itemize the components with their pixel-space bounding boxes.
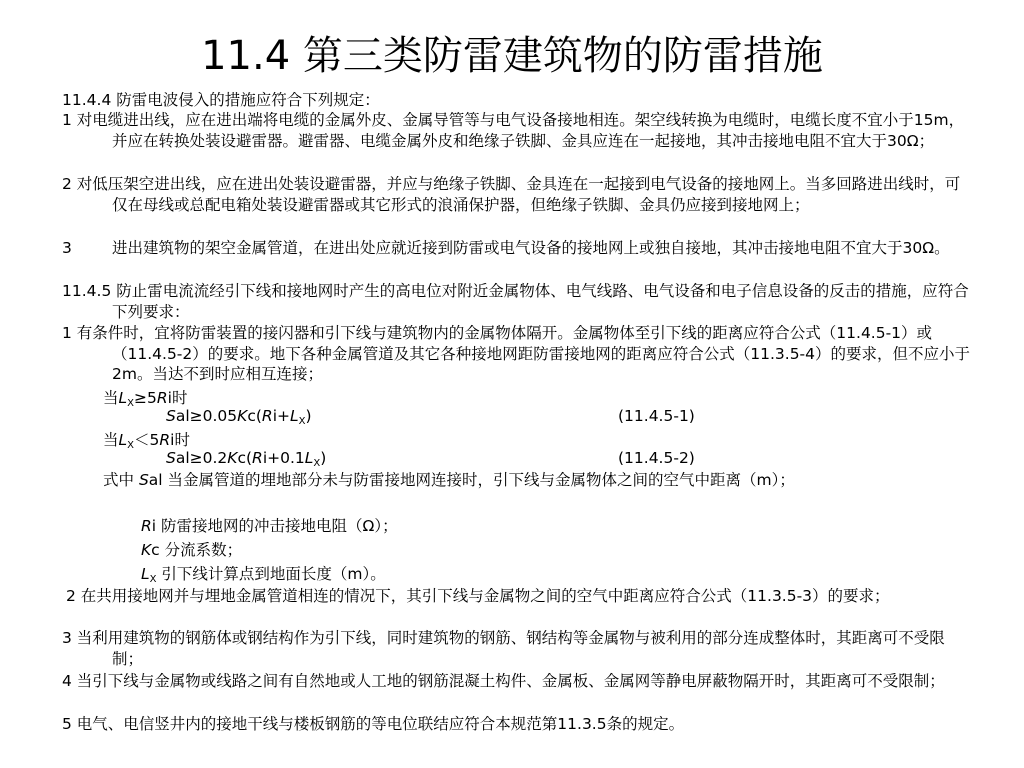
sub-X: X <box>149 574 157 585</box>
paragraph-text: 1 对电缆进出线，应在进出端将电缆的金属外皮、金属导管等与电气设备接地相连。架空线转换为电缆时，电缆长度不宜小于15m，并应在转换处装设避雷器。避雷器、电缆金属外皮和绝缘子铁脚、金具应连在一起接地，其冲击接地电阻不宜大于30Ω； <box>62 111 965 150</box>
var-S: S <box>166 407 176 425</box>
item-number: 3 <box>62 239 72 257</box>
eq-text: ) <box>320 449 327 467</box>
section-heading-11-4-4: 11.4.4 防雷电波侵入的措施应符合下列规定： <box>62 91 380 109</box>
eq-text: al≥0.2 <box>175 449 228 467</box>
var-L: L <box>118 431 128 449</box>
eq-text: ) <box>305 407 312 425</box>
paragraph-1145-item3 <box>62 628 972 669</box>
where-desc: 当金属管道的埋地部分未与防雷接地网连接时，引下线与金属物体之间的空气中距离（m）； <box>162 471 795 489</box>
sub-X: X <box>298 416 306 427</box>
paragraph-text: 1 有条件时，宜将防雷装置的接闪器和引下线与建筑物内的金属物体隔开。金属物体至引下线的距离应符合公式（11.4.5-1）或（11.4.5-2）的要求。地下各种金属管道及其它各种接地网距防雷接地网的距离应符合公式（11.3.5-4）的要求，但不应小于2m。当达不到时应相互连接； <box>62 324 971 383</box>
paragraph-text: 3 当利用建筑物的钢筋体或钢结构作为引下线，同时建筑物的钢筋、钢结构等金属物与被利用的部分连成整体时，其距离可不受限制； <box>62 629 945 668</box>
condition-1 <box>103 386 187 409</box>
where-desc: 防雷接地网的冲击接地电阻（Ω）； <box>156 517 398 535</box>
var-R: R <box>141 517 152 535</box>
equation-2 <box>166 449 326 469</box>
var-L: L <box>289 407 299 425</box>
paragraph-text: 11.4.5 防止雷电流流经引下线和接地网时产生的高电位对附近金属物体、电气线路、电气设备和电子信息设备的反击的措施，应符合下列要求： <box>62 282 969 321</box>
var-K: K <box>227 449 238 467</box>
cond-text: 当 <box>103 431 119 449</box>
var-sub: i <box>151 517 157 535</box>
where-clause-L <box>141 562 386 585</box>
eq-text: i+ <box>272 407 290 425</box>
var-R: R <box>252 449 263 467</box>
var-K: K <box>237 407 248 425</box>
var-L: L <box>304 449 314 467</box>
var-L: L <box>118 389 128 407</box>
var-R: R <box>159 431 171 449</box>
sub-X: X <box>127 398 135 409</box>
where-clause-K <box>141 538 242 560</box>
paragraph-text: 4 当引下线与金属物或线路之间有自然地或人工地的钢筋混凝土构件、金属板、金属网等静电屏蔽物隔开时，其距离可不受限制； <box>62 672 945 690</box>
sub-X: X <box>127 440 135 451</box>
section-heading-11-4-5 <box>62 281 972 322</box>
sub-X: X <box>313 458 321 469</box>
paragraph-text: 2 在共用接地网并与埋地金属管道相连的情况下，其引下线与金属物之间的空气中距离应符合公式（11.3.5-3）的要求； <box>66 587 890 605</box>
equation-number-1: (11.4.5-1) <box>618 407 695 425</box>
eq-text: c( <box>247 407 262 425</box>
paragraph-1144-item1 <box>62 110 972 151</box>
paragraph-1145-item4 <box>62 671 972 692</box>
var-R: R <box>156 389 168 407</box>
condition-2 <box>103 428 190 451</box>
var-S: S <box>138 471 149 489</box>
var-S: S <box>166 449 176 467</box>
var-R: R <box>261 407 273 425</box>
var-K: K <box>141 541 152 559</box>
eq-text: i+0.1 <box>262 449 305 467</box>
equation-number-2: (11.4.5-2) <box>618 449 695 467</box>
paragraph-1145-item2 <box>66 586 966 607</box>
paragraph-1145-item5 <box>62 714 972 735</box>
cond-text: 当 <box>103 389 119 407</box>
where-desc: 分流系数； <box>159 541 243 559</box>
var-sub: al <box>148 471 163 489</box>
paragraph-1145-item1 <box>62 323 972 385</box>
where-desc: 引下线计算点到地面长度（m）。 <box>156 565 386 583</box>
eq-text: al≥0.05 <box>175 407 238 425</box>
var-sub: c <box>151 541 160 559</box>
paragraph-1144-item3 <box>62 238 972 259</box>
cond-text: i时 <box>170 431 190 449</box>
paragraph-1144-item2 <box>62 174 972 215</box>
where-clause-S <box>103 470 953 491</box>
paragraph-text: 5 电气、电信竖井内的接地干线与楼板钢筋的等电位联结应符合本规范第11.3.5条的规定。 <box>62 715 685 733</box>
page-title: 11.4 第三类防雷建筑物的防雷措施 <box>201 33 823 79</box>
var-L: L <box>141 565 150 583</box>
equation-1 <box>166 407 312 427</box>
cond-text: ＜5 <box>134 431 160 449</box>
where-clause-R <box>141 514 398 536</box>
eq-text: c( <box>237 449 253 467</box>
paragraph-text: 进出建筑物的架空金属管道，在进出处应就近接到防雷或电气设备的接地网上或独自接地，其冲击接地电阻不宜大于30Ω。 <box>112 239 950 257</box>
cond-text: i时 <box>167 389 188 407</box>
where-prefix: 式中 <box>103 471 139 489</box>
paragraph-text: 2 对低压架空进出线，应在进出处装设避雷器，并应与绝缘子铁脚、金具连在一起接到电气设备的接地网上。当多回路进出线时，可仅在母线或总配电箱处装设避雷器或其它形式的浪涌保护器，但绝缘子铁脚、金具仍应接到接地网上； <box>62 175 961 214</box>
cond-text: ≥5 <box>134 389 157 407</box>
